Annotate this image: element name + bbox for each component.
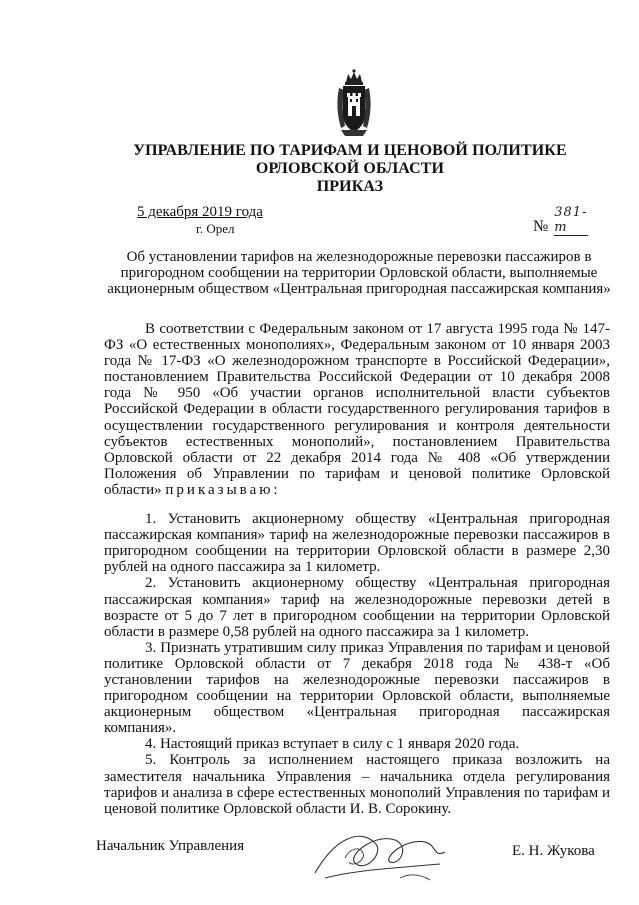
order-item-2: 2. Установить акционерному обществу «Центральная пригородная пассажирская компания» тариф на железнодорожные перевозки детей в возрасте от 5 до 7 лет в пригородном сообщении на территории Орловской области в размере 0,58 рублей на одного пассажира за 1 километр. — [104, 575, 610, 640]
signatory-position: Начальник Управления — [96, 838, 245, 854]
number-sign: № — [533, 218, 549, 235]
document-title: Об установлении тарифов на железнодорожные перевозки пассажиров в пригородном сообщении на территории Орловской области, выполняемые акционерным обществом «Центральная пригородная пассажирская компания» — [107, 249, 611, 297]
document-city: г. Орел — [196, 221, 235, 236]
order-item-3: 3. Признать утратившим силу приказ Управления по тарифам и ценовой политике Орловской области от 7 декабря 2018 года № 438-т «Об установлении тарифов на железнодорожные перевозки пассажиров в пригородном сообщении на территории Орловской области, выполняемые акционерным обществом «Центральная пригородная пассажирская компания». — [104, 639, 610, 737]
handwritten-signature-icon — [305, 818, 455, 893]
document-type: ПРИКАЗ — [316, 178, 384, 195]
document-number — [533, 205, 588, 236]
organization-name-line2: ОРЛОВСКОЙ ОБЛАСТИ — [255, 160, 445, 177]
order-item-5: 5. Контроль за исполнением настоящего приказа возложить на заместителя начальника Управления – начальника отдела регулирования тарифов и анализа в сфере естественных монополий Управления по тарифам и ценовой политике Орловской области И. В. Сорокину. — [104, 752, 610, 817]
document-body — [104, 321, 610, 817]
handwritten-number: 381-т — [554, 205, 588, 235]
document-date: 5 декабря 2019 года — [137, 204, 263, 220]
order-word: приказываю: — [165, 481, 281, 498]
organization-name-line1: УПРАВЛЕНИЕ ПО ТАРИФАМ И ЦЕНОВОЙ ПОЛИТИКЕ — [133, 142, 567, 159]
order-item-1: 1. Установить акционерному обществу «Центральная пригородная пассажирская компания» тариф на железнодорожные перевозки пассажиров в пригородном сообщении на территории Орловской области в размере 2,30 рублей на одного пассажира за 1 километр. — [104, 511, 610, 576]
preamble-paragraph — [104, 321, 610, 498]
preamble-text: В соответствии с Федеральным законом от 17 августа 1995 года № 147-ФЗ «О естественных монополиях», Федеральным законом от 10 января 2003 года № 17-ФЗ «О железнодорожном транспорте в Российской Федерации», постановлением Правительства Российской Федерации от 10 декабря 2008 года № 950 «Об участии органов исполнительной власти субъектов Российской Федерации в области государственного регулирования тарифов в осуществлении государственного регулирования и контроля деятельности субъектов естественных монополий», постановлением Правительства Орловской области от 22 декабря 2014 года № 408 «Об утверждении Положения об Управлении по тарифам и ценовой политике Орловской области» — [104, 321, 610, 498]
coat-of-arms-icon — [333, 68, 375, 138]
order-item-4: 4. Настоящий приказ вступает в силу с 1 января 2020 года. — [145, 736, 520, 753]
signatory-name: Е. Н. Жукова — [512, 843, 595, 859]
